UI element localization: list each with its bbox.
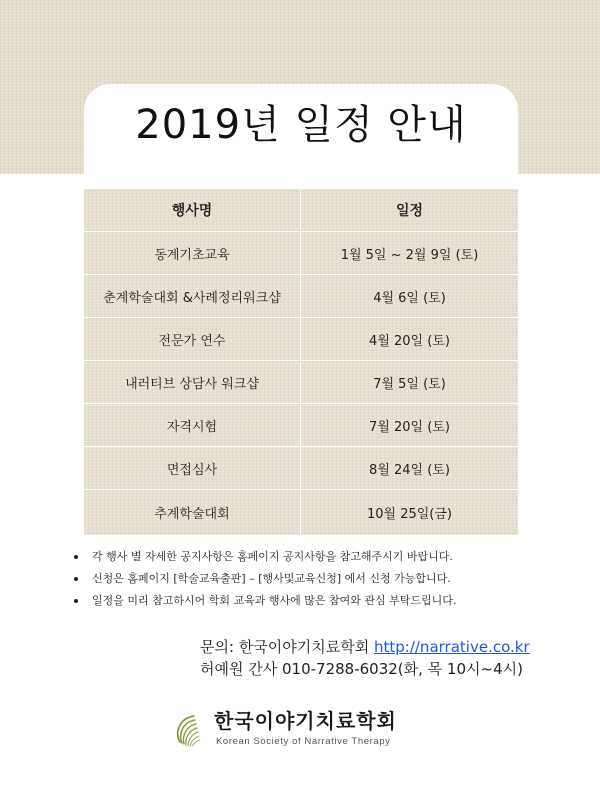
- table-row: [84, 275, 518, 318]
- contact-line-2: 허예원 간사 010-7288-6032(화, 목 10시~4시): [200, 660, 523, 678]
- header-date: 일정: [395, 203, 424, 219]
- event-name: 전문가 연수: [84, 318, 301, 360]
- header-event: 행사명: [84, 189, 301, 231]
- brand-subtitle: Korean Society of Narrative Therapy: [216, 736, 391, 747]
- table-row: [84, 490, 518, 535]
- table-row: [84, 318, 518, 361]
- table-row: [84, 447, 518, 490]
- website-link[interactable]: http://narrative.co.kr: [373, 638, 530, 656]
- table-row: [84, 232, 518, 275]
- contact-label: 문의: 한국이야기치료학회: [200, 638, 374, 656]
- event-date: 10월 25일(금): [366, 507, 453, 522]
- event-date: 7월 5일 (토): [373, 376, 446, 392]
- note-item: 각 행사 별 자세한 공지사항은 홈페이지 공지사항을 참고해주시기 바랍니다.: [72, 546, 572, 568]
- society-logo: [170, 708, 470, 752]
- page-title: 2019년 일정 안내: [135, 102, 467, 148]
- note-item: 일정을 미리 참고하시어 학회 교육과 행사에 많은 참여와 관심 부탁드립니다.: [72, 590, 572, 612]
- event-date: 8월 24일 (토): [369, 462, 450, 478]
- brand-name: 한국이야기치료학회: [214, 709, 397, 733]
- event-name: 추계학술대회: [84, 490, 301, 535]
- note-item: 신청은 홈페이지 [학술교육출판] – [행사및교육신청] 에서 신청 가능합니다.: [72, 568, 572, 590]
- event-date: 7월 20일 (토): [369, 419, 450, 435]
- table-header-row: [84, 189, 518, 232]
- event-name: 면접심사: [84, 447, 301, 489]
- notes-list: [72, 546, 572, 612]
- event-name: 동계기초교육: [84, 232, 301, 274]
- contact-block: [200, 636, 560, 680]
- event-name: 내러티브 상담사 워크샵: [84, 361, 301, 403]
- event-name: 자격시험: [84, 404, 301, 446]
- leaf-swirl-icon: [170, 708, 214, 752]
- table-row: [84, 404, 518, 447]
- schedule-table: [84, 189, 518, 535]
- contact-line-1: [200, 636, 560, 658]
- event-date: 4월 20일 (토): [369, 333, 450, 349]
- event-name: 춘계학술대회 &사례정리워크샵: [84, 275, 301, 317]
- table-row: [84, 361, 518, 404]
- event-date: 1월 5일 ~ 2월 9일 (토): [340, 247, 479, 263]
- event-date: 4월 6일 (토): [373, 290, 446, 306]
